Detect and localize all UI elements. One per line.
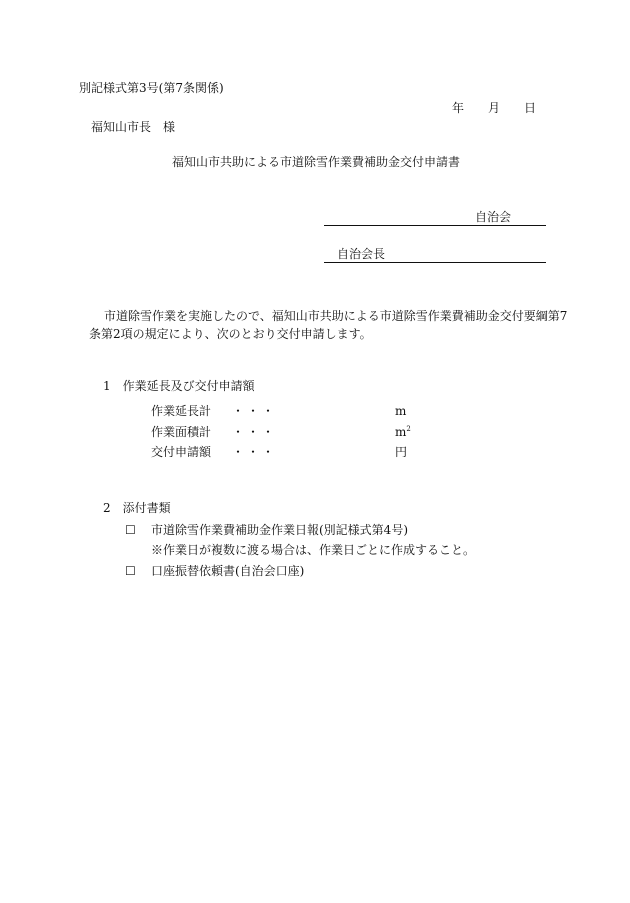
date-year-label: 年 bbox=[452, 101, 465, 115]
work-report-attachment-label: 市道除雪作業費補助金作業日報(別記様式第4号) bbox=[151, 523, 408, 537]
association-head-label: 自治会長 bbox=[337, 247, 386, 261]
work-area-unit-base: m bbox=[395, 425, 407, 439]
section-1-heading: 1 作業延長及び交付申請額 bbox=[103, 379, 255, 393]
form-number: 別記様式第3号(第7条関係) bbox=[79, 81, 224, 95]
work-area-unit bbox=[395, 425, 411, 439]
addressee: 福知山市長 様 bbox=[91, 120, 176, 134]
grant-amount-label: 交付申請額 bbox=[151, 445, 212, 459]
work-report-checkbox[interactable]: ☐ bbox=[125, 523, 136, 537]
document-title: 福知山市共助による市道除雪作業費補助金交付申請書 bbox=[172, 155, 461, 169]
grant-amount-leader-dots: ・・・ bbox=[232, 445, 278, 459]
grant-amount-unit: 円 bbox=[395, 445, 408, 459]
association-head-signature-line bbox=[324, 262, 546, 263]
body-text-line-1: 市道除雪作業を実施したので、福知山市共助による市道除雪作業費補助金交付要綱第7 bbox=[104, 309, 568, 323]
date-day-label: 日 bbox=[524, 101, 537, 115]
work-length-leader-dots: ・・・ bbox=[232, 404, 278, 418]
work-length-unit: m bbox=[395, 404, 407, 418]
section-2-heading: 2 添付書類 bbox=[103, 501, 171, 515]
body-text-line-2: 条第2項の規定により、次のとおり交付申請します。 bbox=[89, 327, 372, 341]
association-signature-line bbox=[324, 225, 546, 226]
work-area-unit-exponent: 2 bbox=[406, 425, 411, 433]
account-transfer-attachment-label: 口座振替依頼書(自治会口座) bbox=[151, 564, 305, 578]
work-area-label: 作業面積計 bbox=[151, 425, 212, 439]
association-label: 自治会 bbox=[475, 210, 512, 224]
work-area-leader-dots: ・・・ bbox=[232, 425, 278, 439]
work-length-label: 作業延長計 bbox=[151, 404, 212, 418]
account-transfer-checkbox[interactable]: ☐ bbox=[125, 564, 136, 578]
date-month-label: 月 bbox=[488, 101, 501, 115]
work-report-attachment-note: ※作業日が複数に渡る場合は、作業日ごとに作成すること。 bbox=[151, 543, 476, 557]
